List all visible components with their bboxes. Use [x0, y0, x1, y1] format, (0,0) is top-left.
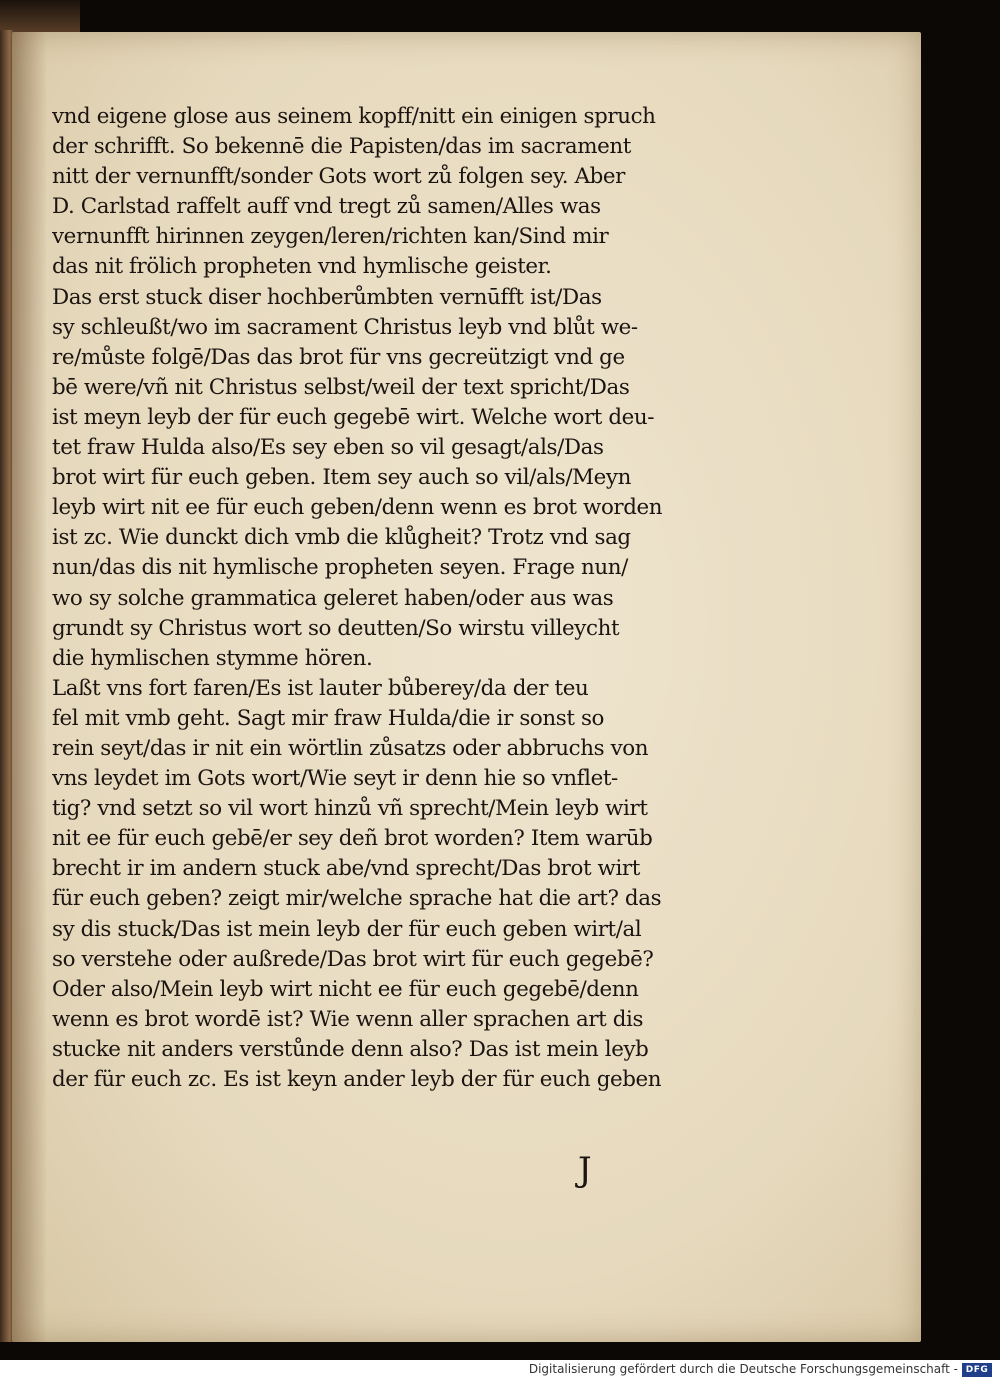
text-line: fel mit vmb geht. Sagt mir fraw Hulda/die ir sonst so	[52, 705, 605, 731]
text-line: sy dis stuck/Das ist mein leyb der für euch geben wirt/al	[52, 916, 642, 942]
text-line: Das erst stuck diser hochberůmbten vernūfft ist/Das	[52, 284, 602, 310]
text-line: für euch geben? zeigt mir/welche sprache hat die art? das	[52, 886, 662, 912]
text-line: ist meyn leyb der für euch gegebē wirt. Welche wort deu-	[52, 404, 655, 430]
book-cover-corner	[0, 0, 80, 34]
page-gutter-shadow	[12, 32, 46, 1342]
text-line: die hymlischen stymme hören.	[52, 645, 373, 671]
text-line: sy schleußt/wo im sacrament Christus leyb vnd blůt we-	[52, 314, 638, 340]
text-line: brecht ir im andern stuck abe/vnd sprecht/Das brot wirt	[52, 856, 640, 882]
text-line: vns leydet im Gots wort/Wie seyt ir denn hie so vnflet-	[52, 766, 618, 792]
text-line: nun/das dis nit hymlische propheten seyen. Frage nun/	[52, 555, 628, 581]
text-line: tet fraw Hulda also/Es sey eben so vil gesagt/als/Das	[52, 435, 604, 461]
footer-credit-text: Digitalisierung gefördert durch die Deutsche Forschungsgemeinschaft -	[528, 1362, 958, 1376]
page-text-block	[52, 102, 702, 1095]
text-line: ist zc. Wie dunckt dich vmb die klůgheit? Trotz vnd sag	[52, 525, 631, 551]
text-line: wenn es brot wordē ist? Wie wenn aller sprachen art dis	[52, 1006, 644, 1032]
dfg-logo: DFG	[962, 1363, 992, 1377]
text-line: grundt sy Christus wort so deutten/So wirstu villeycht	[52, 615, 620, 641]
text-line: brot wirt für euch geben. Item sey auch so vil/als/Meyn	[52, 465, 631, 491]
text-line: das nit frölich propheten vnd hymlische geister.	[52, 254, 552, 280]
text-line: Laßt vns fort faren/Es ist lauter bůberey/da der teu	[52, 675, 589, 701]
footer-bar	[0, 1360, 1000, 1381]
text-line: tig? vnd setzt so vil wort hinzů vñ sprecht/Mein leyb wirt	[52, 796, 648, 822]
text-line: so verstehe oder außrede/Das brot wirt für euch gegebē?	[52, 946, 654, 972]
signature-mark: J	[578, 1150, 592, 1190]
text-line: leyb wirt nit ee für euch geben/denn wenn es brot worden	[52, 495, 663, 521]
text-line: re/můste folgē/Das das brot für vns gecreützigt vnd ge	[52, 344, 625, 370]
text-line: stucke nit anders verstůnde denn also? Das ist mein leyb	[52, 1036, 649, 1062]
text-line: rein seyt/das ir nit ein wörtlin zůsatzs oder abbruchs von	[52, 735, 649, 761]
text-line: der für euch zc. Es ist keyn ander leyb der für euch geben	[52, 1067, 662, 1092]
text-line: nit ee für euch gebē/er sey deñ brot worden? Item warūb	[52, 826, 653, 852]
text-line: vnd eigene glose aus seinem kopff/nitt ein einigen spruch	[52, 104, 656, 129]
text-line: nitt der vernunfft/sonder Gots wort zů folgen sey. Aber	[52, 164, 625, 190]
text-line: wo sy solche grammatica geleret haben/oder aus was	[52, 585, 614, 611]
text-line: D. Carlstad raffelt auff vnd tregt zů samen/Alles was	[52, 194, 601, 220]
text-line: vernunfft hirinnen zeygen/leren/richten kan/Sind mir	[52, 224, 609, 250]
text-line: der schrifft. So bekennē die Papisten/das im sacrament	[52, 134, 631, 160]
text-line: Oder also/Mein leyb wirt nicht ee für euch gegebē/denn	[52, 976, 639, 1002]
text-line: bē were/vñ nit Christus selbst/weil der text spricht/Das	[52, 374, 630, 400]
